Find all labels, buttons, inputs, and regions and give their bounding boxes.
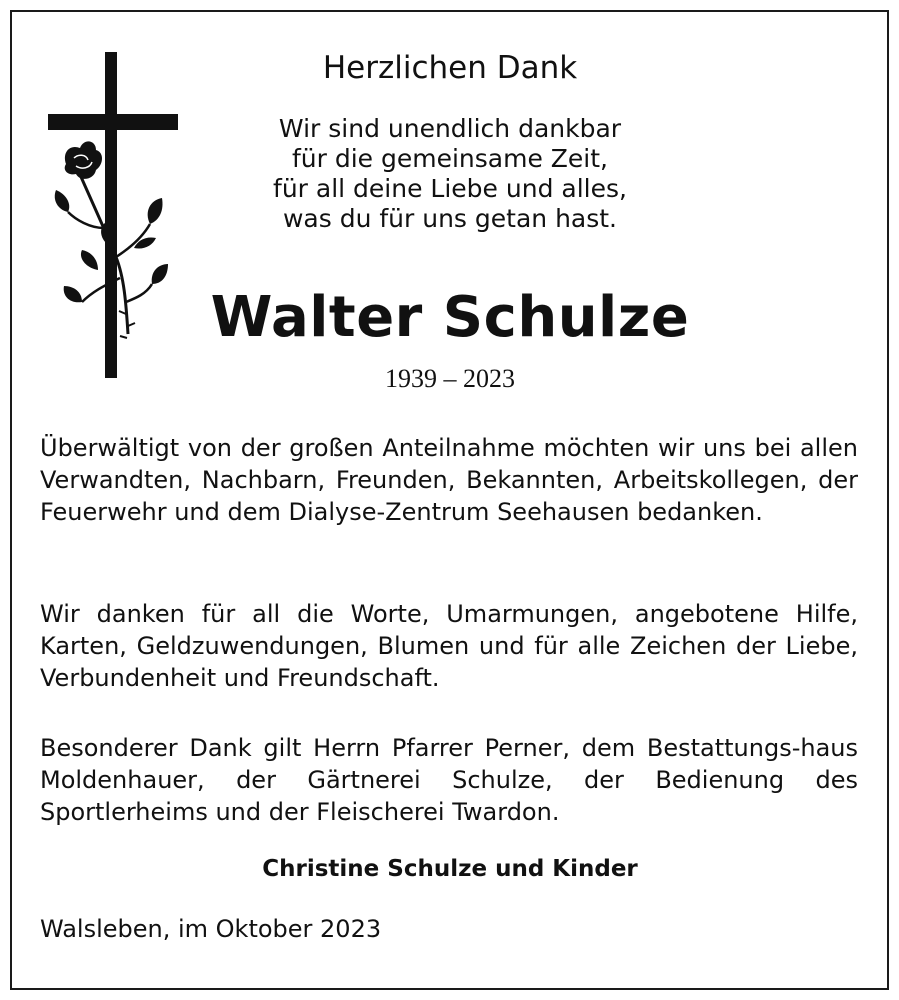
life-years: 1939 – 2023 [385,364,515,393]
thanks-paragraph: Wir danken für all die Worte, Umarmungen, angebotene Hilfe, Karten, Geldzuwendungen, Blumen und für alle Zeichen der Liebe, Verbundenheit und Freundschaft. [40,600,858,692]
poem-verse [200,114,700,234]
place-and-date: Walsleben, im Oktober 2023 [40,915,382,943]
verse-line: für die gemeinsame Zeit, [291,144,608,173]
family-signature: Christine Schulze und Kinder [262,856,638,882]
thanks-paragraph: Überwältigt von der großen Anteilnahme möchten wir uns bei allen Verwandten, Nachbarn, Freunden, Bekannten, Arbeitskollegen, der Feuerwehr und dem Dialyse-Zentrum Seehausen bedanken. [40,434,858,526]
deceased-name: Walter Schulze [210,285,690,350]
notice-heading: Herzlichen Dank [322,50,578,86]
verse-line: Wir sind unendlich dankbar [278,114,622,143]
verse-line: für all deine Liebe und alles, [273,174,627,203]
verse-line: was du für uns getan hast. [282,204,618,233]
thanks-paragraph: Besonderer Dank gilt Herrn Pfarrer Perner, dem Bestattungs-haus Moldenhauer, der Gärtnerei Schulze, der Bedienung des Sportlerheims und der Fleischerei Twardon. [40,734,858,826]
